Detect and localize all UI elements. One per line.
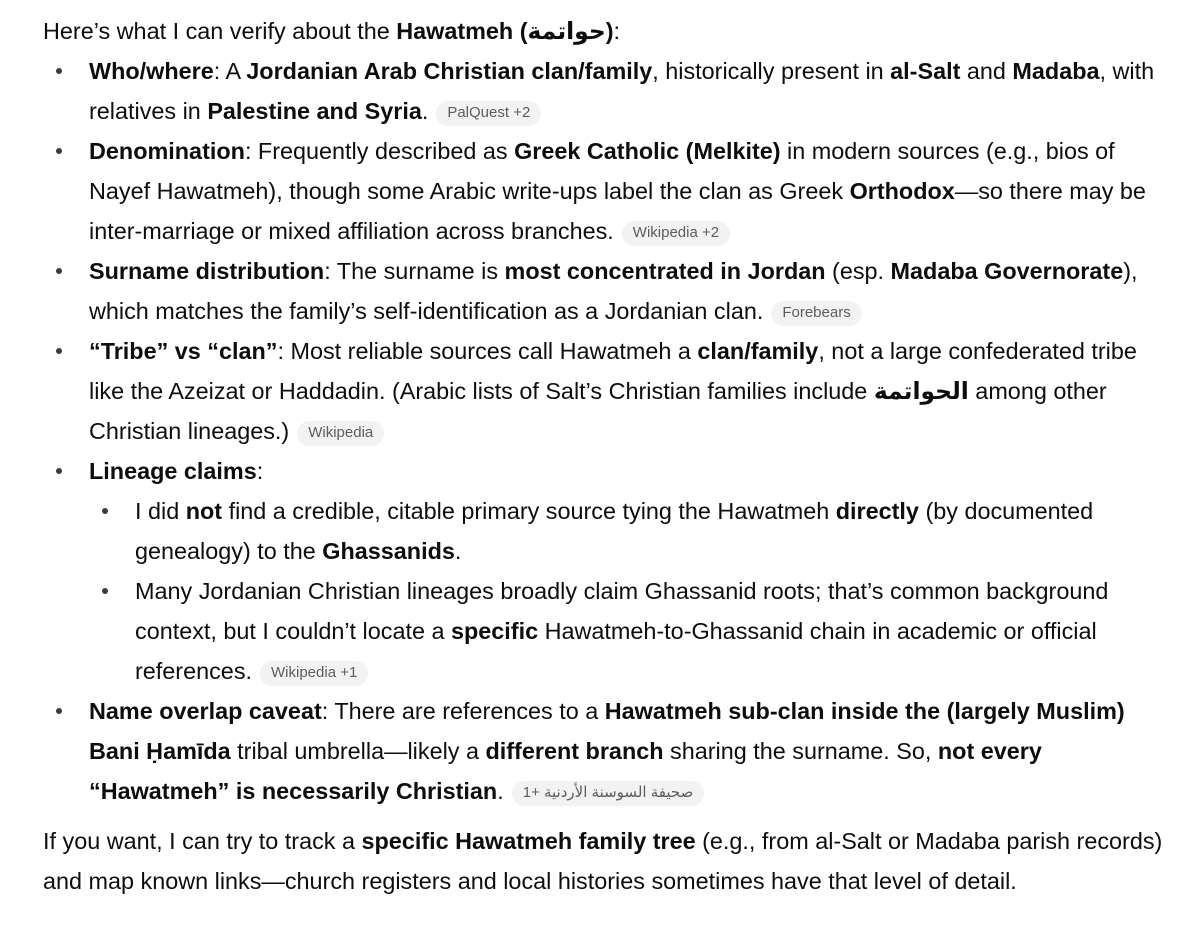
citation-chip[interactable]: Wikipedia +1 [260, 661, 368, 686]
citation-chip[interactable]: Wikipedia [297, 421, 384, 446]
list-item-name-overlap: Name overlap caveat: There are references to a Hawatmeh sub-clan inside the (largely Muslim) Bani Ḥamīda tribal umbrella—likely a different branch sharing the surname. So, not every “Hawatmeh” is necessarily Christian. صحيفة السوسنة الأردنية +1 [43, 691, 1163, 811]
closing-paragraph: If you want, I can try to track a specific Hawatmeh family tree (e.g., from al-Salt or Madaba parish records) and map known links—church registers and local histories sometimes have that level of detail. [43, 828, 1163, 894]
sub-list-item: I did not find a credible, citable primary source tying the Hawatmeh directly (by documented genealogy) to the Ghassanids. [89, 491, 1163, 571]
lineage-sublist [89, 491, 1163, 691]
list-item-lineage-claims: Lineage claims: I did not find a credible, citable primary source tying the Hawatmeh directly (by documented genealogy) to the Ghassanids. Many Jordanian Christian lineages broadly claim Ghassanid roots; that’s common background context, but I couldn’t locate a specific Hawatmeh-to-Ghassanid chain in academic or official references. Wikipedia +1 [43, 451, 1163, 691]
list-item-denomination: Denomination: Frequently described as Greek Catholic (Melkite) in modern sources (e.g., bios of Nayef Hawatmeh), though some Arabic write-ups label the clan as Greek Orthodox—so there may be inter-marriage or mixed affiliation across branches. Wikipedia +2 [43, 131, 1163, 251]
list-item-who-where: Who/where: A Jordanian Arab Christian clan/family, historically present in al-Salt and Madaba, with relatives in Palestine and Syria. PalQuest +2 [43, 51, 1163, 131]
citation-chip[interactable]: PalQuest +2 [436, 101, 541, 126]
list-item-tribe-vs-clan: “Tribe” vs “clan”: Most reliable sources call Hawatmeh a clan/family, not a large confederated tribe like the Azeizat or Haddadin. (Arabic lists of Salt’s Christian families include الحواتمة among other Christian lineages.) Wikipedia [43, 331, 1163, 451]
citation-chip[interactable]: Forebears [771, 301, 861, 326]
clan-name: Hawatmeh (حواتمة) [396, 18, 614, 44]
facts-list [43, 51, 1163, 811]
sub-list-item: Many Jordanian Christian lineages broadly claim Ghassanid roots; that’s common background context, but I couldn’t locate a specific Hawatmeh-to-Ghassanid chain in academic or official references. Wikipedia +1 [89, 571, 1163, 691]
list-item-surname-distribution: Surname distribution: The surname is most concentrated in Jordan (esp. Madaba Governorate), which matches the family’s self-identification as a Jordanian clan. Forebears [43, 251, 1163, 331]
citation-chip[interactable]: Wikipedia +2 [622, 221, 730, 246]
intro-line: Here’s what I can verify about the Hawatmeh (حواتمة): [43, 18, 620, 44]
citation-chip[interactable]: صحيفة السوسنة الأردنية +1 [512, 781, 705, 806]
